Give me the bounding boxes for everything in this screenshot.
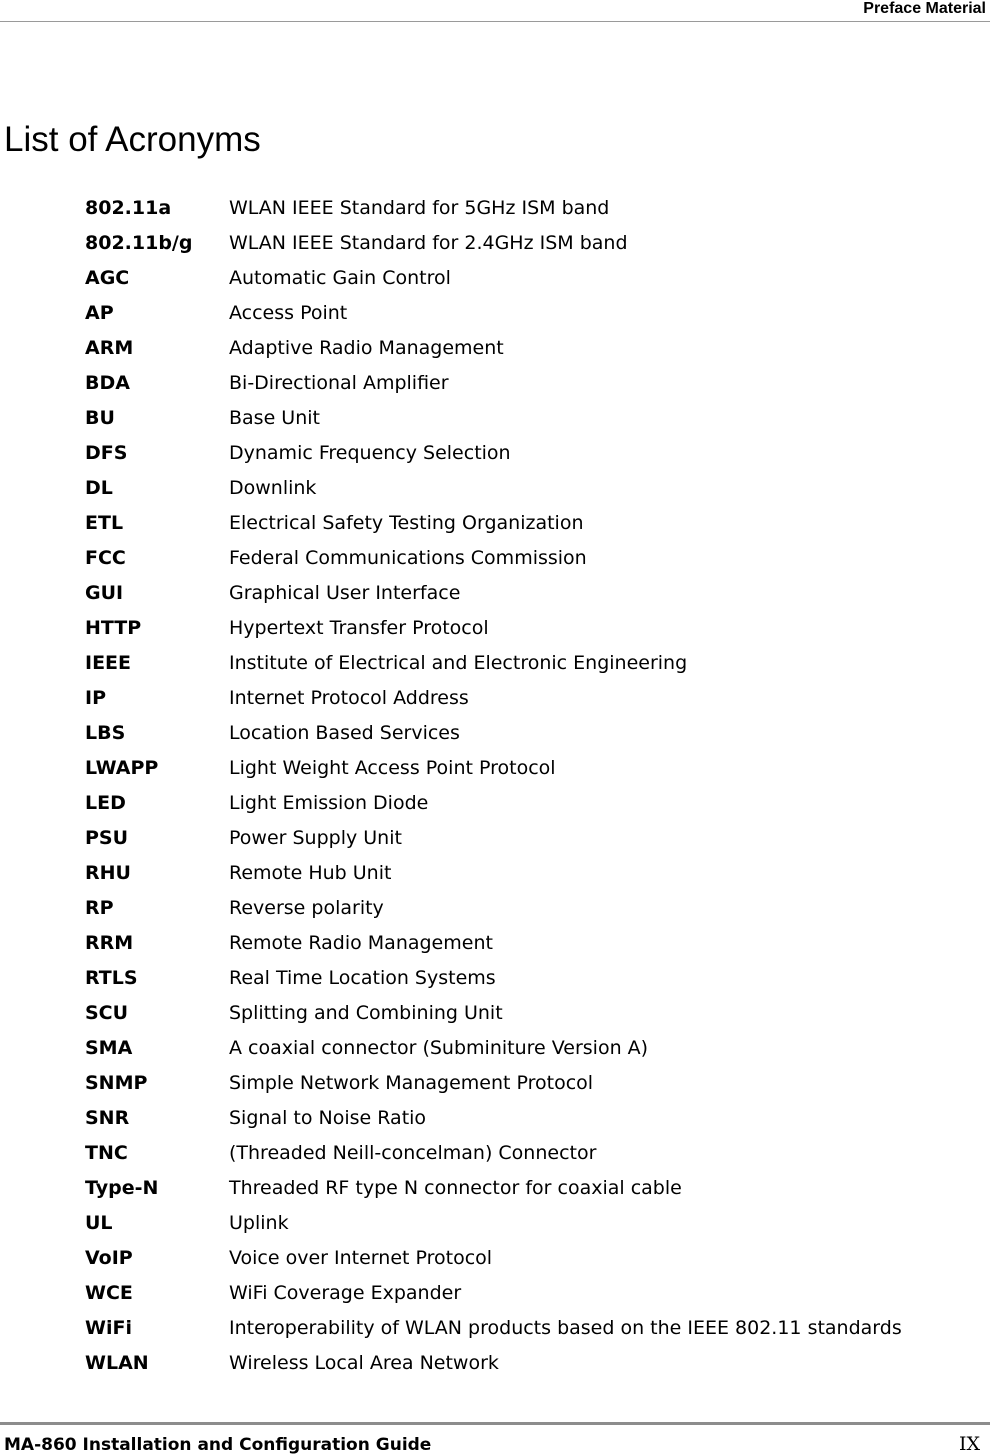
acronym-term: UL — [85, 1212, 113, 1234]
acronym-definition: Automatic Gain Control — [229, 267, 451, 289]
acronym-row-tnc — [85, 1136, 902, 1171]
acronym-definition: Graphical User Interface — [229, 582, 461, 604]
acronym-definition: Adaptive Radio Management — [229, 337, 504, 359]
acronym-term: DFS — [85, 442, 128, 464]
acronym-row-type-n — [85, 1171, 902, 1206]
acronym-row-etl — [85, 506, 902, 541]
acronym-term: FCC — [85, 547, 126, 569]
acronym-row-rrm — [85, 926, 902, 961]
page-header — [0, 0, 990, 22]
acronym-term: ETL — [85, 512, 124, 534]
acronym-row-802-11a — [85, 191, 902, 226]
header-title: Preface Material — [863, 0, 986, 17]
acronym-term: SNMP — [85, 1072, 148, 1094]
acronym-term: WiFi — [85, 1317, 132, 1339]
acronym-row-rp — [85, 891, 902, 926]
acronym-definition: Light Weight Access Point Protocol — [229, 757, 556, 779]
acronym-term: PSU — [85, 827, 129, 849]
acronym-definition: Uplink — [229, 1212, 289, 1234]
acronym-term: 802.11b/g — [85, 232, 193, 254]
acronym-row-gui — [85, 576, 902, 611]
footer-divider — [0, 1422, 990, 1425]
acronym-row-ap — [85, 296, 902, 331]
acronym-definition: Wireless Local Area Network — [229, 1352, 499, 1374]
acronym-term: BDA — [85, 372, 130, 394]
acronym-row-agc — [85, 261, 902, 296]
acronym-definition: Electrical Safety Testing Organization — [229, 512, 584, 534]
acronym-definition: Interoperability of WLAN products based on the IEEE 802.11 standards — [229, 1317, 902, 1339]
acronym-definition: Remote Radio Management — [229, 932, 493, 954]
acronym-row-ieee — [85, 646, 902, 681]
acronym-term: 802.11a — [85, 197, 172, 219]
acronym-definition: Dynamic Frequency Selection — [229, 442, 511, 464]
acronym-row-rhu — [85, 856, 902, 891]
acronym-row-rtls — [85, 961, 902, 996]
acronym-definition: Federal Communications Commission — [229, 547, 587, 569]
acronym-row-ip — [85, 681, 902, 716]
acronym-term: AGC — [85, 267, 130, 289]
acronym-term: RRM — [85, 932, 134, 954]
page-heading: List of Acronyms — [4, 120, 261, 159]
acronym-definition: Bi-Directional Amplifier — [229, 372, 449, 394]
acronym-definition: Real Time Location Systems — [229, 967, 496, 989]
acronym-definition: Signal to Noise Ratio — [229, 1107, 427, 1129]
acronym-term: LED — [85, 792, 126, 814]
acronym-term: RHU — [85, 862, 131, 884]
acronym-term: Type-N — [85, 1177, 159, 1199]
acronym-row-led — [85, 786, 902, 821]
acronym-definition: Access Point — [229, 302, 348, 324]
acronym-term: SCU — [85, 1002, 129, 1024]
acronym-definition: Remote Hub Unit — [229, 862, 392, 884]
acronym-row-psu — [85, 821, 902, 856]
acronym-row-dfs — [85, 436, 902, 471]
acronym-row-bu — [85, 401, 902, 436]
acronym-definition: A coaxial connector (Subminiture Version A) — [229, 1037, 649, 1059]
acronym-row-sma — [85, 1031, 902, 1066]
footer-document-title: MA-860 Installation and Configuration Guide — [4, 1435, 432, 1455]
acronym-definition: Splitting and Combining Unit — [229, 1002, 503, 1024]
acronym-term: IEEE — [85, 652, 132, 674]
acronym-row-scu — [85, 996, 902, 1031]
acronym-row-lwapp — [85, 751, 902, 786]
acronym-term: WCE — [85, 1282, 133, 1304]
acronym-term: HTTP — [85, 617, 142, 639]
acronym-term: SNR — [85, 1107, 130, 1129]
acronym-definition: Light Emission Diode — [229, 792, 429, 814]
acronym-definition: Institute of Electrical and Electronic Engineering — [229, 652, 688, 674]
acronym-row-wifi — [85, 1311, 902, 1346]
acronym-row-802-11bg — [85, 226, 902, 261]
acronym-row-lbs — [85, 716, 902, 751]
acronym-definition: Hypertext Transfer Protocol — [229, 617, 489, 639]
acronym-definition: Base Unit — [229, 407, 320, 429]
acronym-term: LBS — [85, 722, 126, 744]
acronym-definition: WLAN IEEE Standard for 2.4GHz ISM band — [229, 232, 628, 254]
acronym-term: IP — [85, 687, 106, 709]
acronym-row-snr — [85, 1101, 902, 1136]
acronym-row-http — [85, 611, 902, 646]
acronym-term: GUI — [85, 582, 124, 604]
acronym-term: WLAN — [85, 1352, 149, 1374]
acronym-row-voip — [85, 1241, 902, 1276]
acronym-definition: Simple Network Management Protocol — [229, 1072, 594, 1094]
acronym-definition: Threaded RF type N connector for coaxial cable — [229, 1177, 682, 1199]
acronym-term: ARM — [85, 337, 134, 359]
acronym-definition: WLAN IEEE Standard for 5GHz ISM band — [229, 197, 610, 219]
acronym-row-ul — [85, 1206, 902, 1241]
acronym-row-wce — [85, 1276, 902, 1311]
acronym-row-fcc — [85, 541, 902, 576]
acronym-row-wlan — [85, 1346, 902, 1381]
acronym-term: DL — [85, 477, 113, 499]
acronym-definition: Downlink — [229, 477, 317, 499]
acronym-term: AP — [85, 302, 114, 324]
acronym-term: BU — [85, 407, 115, 429]
acronym-definition: Power Supply Unit — [229, 827, 402, 849]
acronym-row-arm — [85, 331, 902, 366]
acronym-row-dl — [85, 471, 902, 506]
acronym-term: VoIP — [85, 1247, 133, 1269]
acronym-row-snmp — [85, 1066, 902, 1101]
acronym-definition: (Threaded Neill-concelman) Connector — [229, 1142, 597, 1164]
acronym-definition: Internet Protocol Address — [229, 687, 469, 709]
acronym-term: LWAPP — [85, 757, 159, 779]
acronym-row-bda — [85, 366, 902, 401]
acronym-list — [85, 191, 902, 1381]
acronym-definition: Voice over Internet Protocol — [229, 1247, 493, 1269]
footer-page-number: IX — [958, 1433, 980, 1455]
acronym-definition: WiFi Coverage Expander — [229, 1282, 462, 1304]
acronym-term: TNC — [85, 1142, 128, 1164]
acronym-definition: Location Based Services — [229, 722, 460, 744]
acronym-definition: Reverse polarity — [229, 897, 384, 919]
acronym-term: RP — [85, 897, 114, 919]
acronym-term: RTLS — [85, 967, 138, 989]
acronym-term: SMA — [85, 1037, 133, 1059]
